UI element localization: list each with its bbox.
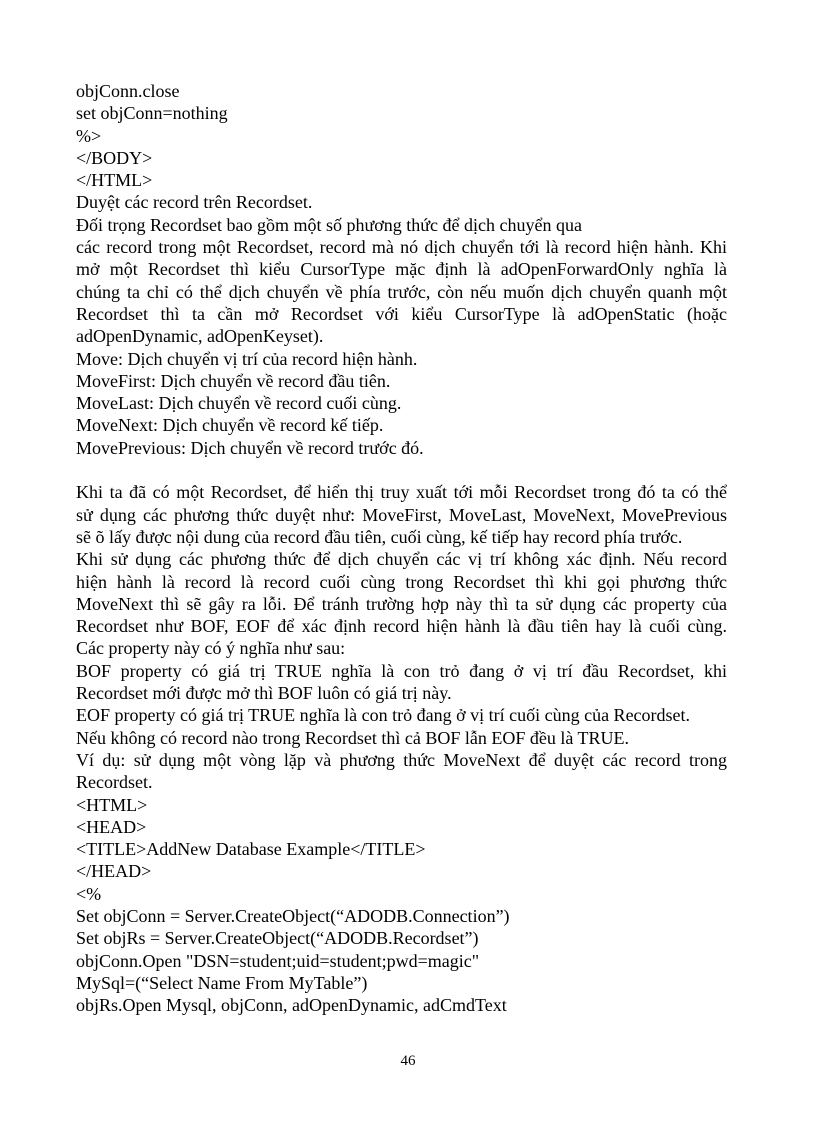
code-line: MySql=(“Select Name From MyTable”) [76, 972, 368, 993]
code-line: Set objConn = Server.CreateObject(“ADODB.Connection”) [76, 905, 510, 926]
text-line: Khi sử dụng các phương thức để dịch chuyển các vị trí không xác định. Nếu record [76, 549, 727, 570]
method-item: Move: Dịch chuyển vị trí của record hiện hành. [76, 348, 418, 369]
text-line: Đối trọng Recordset bao gồm một số phương thức để dịch chuyển qua [76, 214, 582, 235]
code-line: %> [76, 125, 102, 146]
page-number: 46 [400, 1053, 416, 1069]
method-item: MoveFirst: Dịch chuyển về record đầu tiên. [76, 370, 391, 391]
text-line: Nếu không có record nào trong Recordset thì cả BOF lẫn EOF đều là TRUE. [76, 727, 630, 748]
method-item: MoveNext: Dịch chuyển về record kế tiếp. [76, 415, 384, 436]
text-line: Recordset. [76, 772, 153, 793]
text-line: Recordset mới được mở thì BOF luôn có giá trị này. [76, 683, 452, 704]
code-line: <TITLE>AddNew Database Example</TITLE> [76, 839, 426, 860]
code-line: objRs.Open Mysql, objConn, adOpenDynamic, adCmdText [76, 995, 507, 1016]
text-line: hiện hành là record là record cuối cùng trong Recordset thì khi gọi phương thức [76, 571, 727, 592]
method-item: MoveLast: Dịch chuyển về record cuối cùng. [76, 393, 402, 414]
blank-line [76, 459, 727, 481]
code-line: </HTML> [76, 170, 153, 191]
text-line: adOpenDynamic, adOpenKeyset). [76, 326, 324, 347]
text-line: Recordset như BOF, EOF để xác định record hiện hành là đầu tiên hay là cuối cùng. [76, 616, 727, 637]
text-line: sử dụng các phương thức duyệt như: MoveFirst, MoveLast, MoveNext, MovePrevious [76, 504, 727, 525]
text-line: sẽ õ lấy được nội dung của record đầu tiên, cuối cùng, kế tiếp hay record phía trước. [76, 526, 683, 547]
text-line: Các property này có ý nghĩa như sau: [76, 638, 346, 659]
text-line: chúng ta chỉ có thể dịch chuyển về phía trước, còn nếu muốn dịch chuyển quanh một [76, 281, 727, 302]
page-body [76, 80, 727, 1016]
text-line: Ví dụ: sử dụng một vòng lặp và phương thức MoveNext để duyệt các record trong [76, 749, 727, 770]
code-line: <HEAD> [76, 816, 147, 837]
code-line: </BODY> [76, 147, 153, 168]
text-line: mở một Recordset thì kiểu CursorType mặc định là adOpenForwardOnly nghĩa là [76, 259, 727, 280]
text-line: các record trong một Recordset, record mà nó dịch chuyển tới là record hiện hành. Khi [76, 237, 727, 258]
code-line: </HEAD> [76, 861, 152, 882]
text-line: Recordset thì ta cần mở Recordset với kiểu CursorType là adOpenStatic (hoặc [76, 303, 727, 324]
code-line: <% [76, 883, 102, 904]
code-line: objConn.close [76, 81, 180, 101]
text-line: MoveNext thì sẽ gây ra lỗi. Để tránh trường hợp này thì ta sử dụng các property của [76, 593, 727, 614]
code-line: Set objRs = Server.CreateObject(“ADODB.Recordset”) [76, 928, 479, 949]
text-line: Khi ta đã có một Recordset, để hiển thị truy xuất tới mỗi Recordset trong đó ta có thể [76, 482, 727, 503]
section-heading: Duyệt các record trên Recordset. [76, 192, 313, 213]
code-line: objConn.Open "DSN=student;uid=student;pwd=magic" [76, 950, 480, 971]
code-line: <HTML> [76, 794, 148, 815]
code-line: set objConn=nothing [76, 103, 228, 124]
method-item: MovePrevious: Dịch chuyển về record trước đó. [76, 437, 424, 458]
text-line: EOF property có giá trị TRUE nghĩa là con trỏ đang ở vị trí cuối cùng của Recordset. [76, 705, 691, 726]
text-line: BOF property có giá trị TRUE nghĩa là con trỏ đang ở vị trí đầu Recordset, khi [76, 660, 727, 681]
